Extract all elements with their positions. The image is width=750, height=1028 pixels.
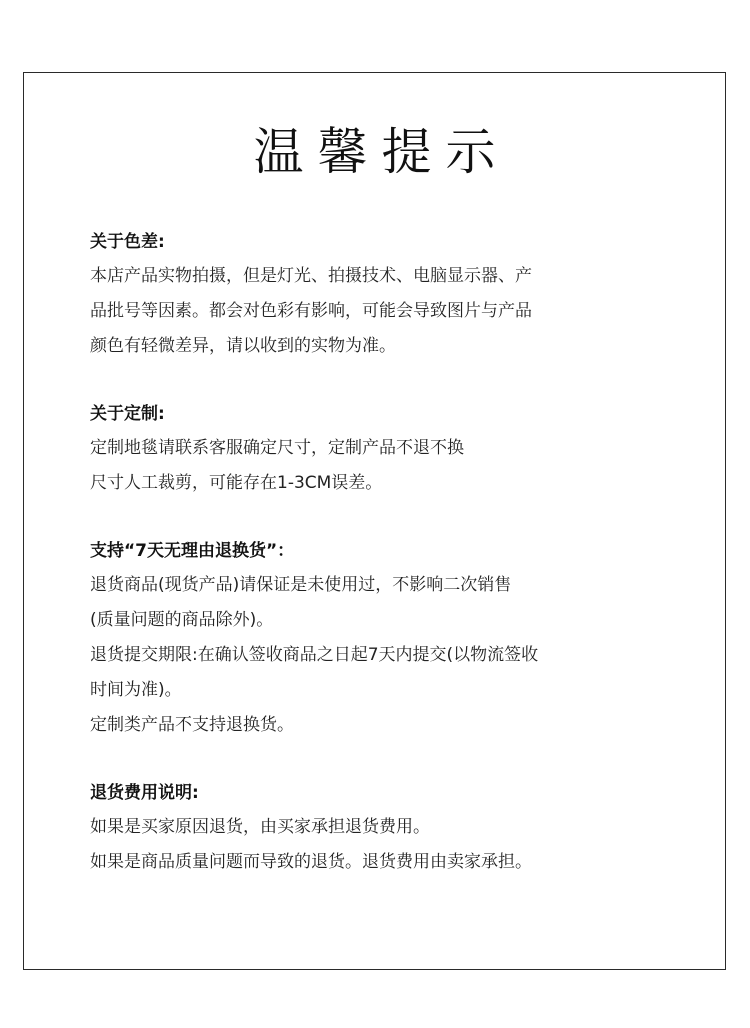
- section-line: (质量问题的商品除外)。: [90, 610, 274, 630]
- section-heading: 退货费用说明:: [90, 783, 199, 803]
- section-heading: 支持“7天无理由退换货”：: [90, 541, 295, 561]
- section-line: 时间为准)。: [90, 680, 182, 700]
- section-line: 退货提交期限:在确认签收商品之日起7天内提交(以物流签收: [90, 645, 539, 665]
- section-return-policy: [90, 534, 690, 743]
- section-line: 如果是买家原因退货，由买家承担退货费用。: [90, 817, 430, 837]
- section-color-difference: [90, 225, 690, 364]
- section-heading: 关于色差:: [90, 232, 165, 252]
- notice-box: [23, 72, 726, 970]
- section-customization: [90, 397, 690, 501]
- section-line: 如果是商品质量问题而导致的退货。退货费用由卖家承担。: [90, 852, 532, 872]
- section-line: 定制类产品不支持退换货。: [90, 715, 294, 735]
- page-title: 温馨提示: [253, 123, 510, 181]
- section-line: 品批号等因素。都会对色彩有影响，可能会导致图片与产品: [90, 301, 532, 321]
- section-heading: 关于定制:: [90, 404, 165, 424]
- section-line: 本店产品实物拍摄，但是灯光、拍摄技术、电脑显示器、产: [90, 266, 532, 286]
- section-line: 退货商品(现货产品)请保证是未使用过，不影响二次销售: [90, 575, 512, 595]
- notice-content: [90, 225, 690, 913]
- section-line: 尺寸人工裁剪，可能存在1-3CM误差。: [90, 473, 383, 493]
- section-return-shipping: [90, 776, 690, 880]
- section-line: 定制地毯请联系客服确定尺寸，定制产品不退不换: [90, 438, 464, 458]
- section-line: 颜色有轻微差异，请以收到的实物为准。: [90, 336, 396, 356]
